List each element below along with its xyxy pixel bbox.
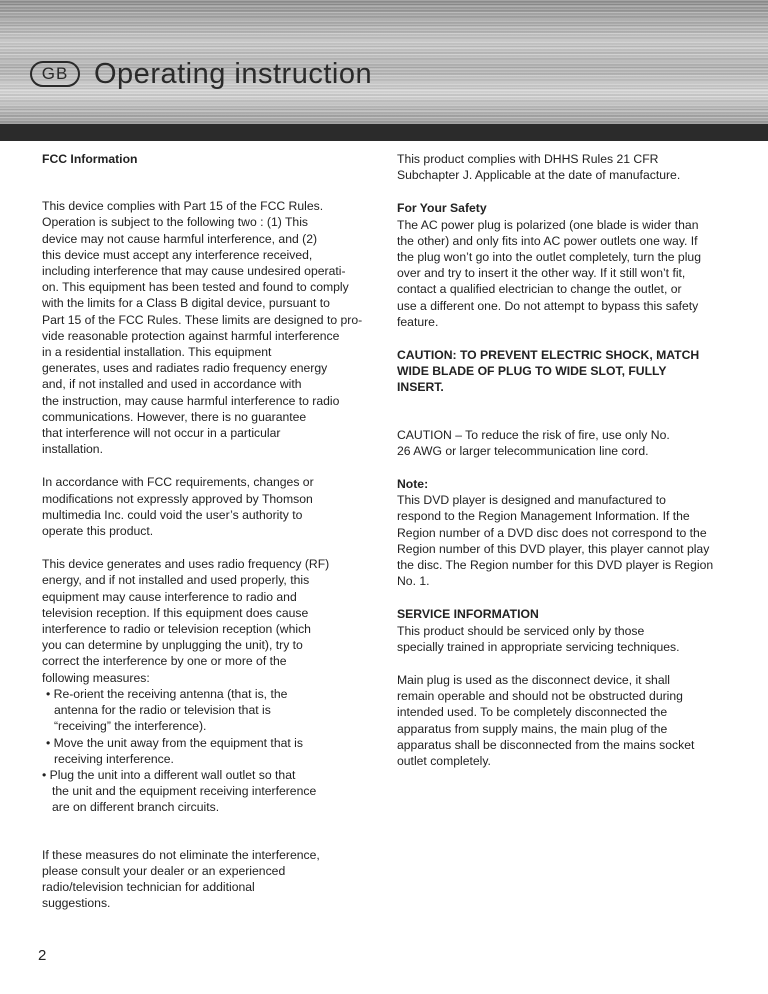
text-line: contact a qualified electrician to change the outlet, or [397,282,682,297]
header-divider-bar [0,124,768,141]
list-item: • Move the unit away from the equipment that is [46,735,303,750]
header-title-row [30,52,372,96]
text-line: multimedia Inc. could void the user’s authority to [42,507,303,522]
text-line: the plug won’t go into the outlet completely, turn the plug [397,250,701,265]
language-badge: GB [30,61,80,87]
text-line: device may not cause harmful interference, and (2) [42,231,318,246]
text-line: over and try to insert it the other way. If it still won’t fit, [397,266,686,281]
text-line: This DVD player is designed and manufactured to [397,493,666,508]
shock-caution [397,347,729,396]
text-line: The AC power plug is polarized (one blade is wider than [397,217,699,232]
text-line: communications. However, there is no guarantee [42,409,307,424]
fcc-heading: FCC Information [42,152,138,166]
text-line: Main plug is used as the disconnect device, it shall [397,673,671,688]
text-line: and, if not installed and used in accordance with [42,377,302,392]
text-line: specially trained in appropriate servicing techniques. [397,639,680,654]
text-line: CAUTION – To reduce the risk of fire, use only No. [397,427,670,442]
fcc-paragraph [42,198,374,457]
measures-list [42,686,374,816]
text-line: following measures: [42,670,150,685]
text-line: This device generates and uses radio frequency (RF) [42,557,330,572]
text-line: correct the interference by one or more of the [42,654,287,669]
text-line: modifications not expressly approved by Thomson [42,491,313,506]
text-line: Operation is subject to the following two : (1) This [42,215,308,230]
modifications-paragraph [42,474,374,539]
text-line: CAUTION: TO PREVENT ELECTRIC SHOCK, MATCH [397,348,700,363]
text-line: INSERT. [397,380,444,395]
text-line: equipment may cause interference to radio and [42,589,297,604]
text-line: you can determine by unplugging the unit), try to [42,638,303,653]
text-line: please consult your dealer or an experienced [42,863,286,878]
text-line: Part 15 of the FCC Rules. These limits are designed to pro- [42,312,363,327]
left-column [42,151,374,911]
text-line: This device complies with Part 15 of the FCC Rules. [42,199,324,214]
text-line: outlet completely. [397,754,491,769]
text-line: interference to radio or television reception (which [42,622,311,637]
text-line: intended used. To be completely disconnected the [397,705,668,720]
note-heading: Note: [397,477,429,492]
text-line: use a different one. Do not attempt to bypass this safety [397,298,699,313]
text-line: on. This equipment has been tested and found to comply [42,280,349,295]
text-line: This product should be serviced only by those [397,623,645,638]
text-line: vide reasonable protection against harmful interference [42,328,340,343]
text-line: the other) and only fits into AC power outlets one way. If [397,233,698,248]
cord-caution [397,427,729,459]
text-line: remain operable and should not be obstructed during [397,689,683,704]
text-line: apparatus shall be disconnected from the mains socket [397,737,695,752]
text-line: Region number of a DVD disc does not correspond to the [397,525,707,540]
text-line: installation. [42,442,103,457]
safety-heading: For Your Safety [397,201,487,216]
text-line: in a residential installation. This equipment [42,345,272,360]
text-line: the instruction, may cause harmful interference to radio [42,393,340,408]
safety-paragraph [397,217,729,330]
list-item: “receiving” the interference). [54,719,207,734]
text-line: Subchapter J. Applicable at the date of manufacture. [397,168,681,183]
service-paragraph [397,623,729,655]
dhhs-paragraph [397,151,729,183]
text-line: energy, and if not installed and used properly, this [42,573,310,588]
text-line: Region number of this DVD player, this player cannot play [397,541,710,556]
page-number: 2 [38,947,47,964]
text-line: generates, uses and radiates radio frequency energy [42,361,328,376]
text-line: suggestions. [42,896,111,911]
text-line: that interference will not occur in a particular [42,426,281,441]
header-banner [0,0,768,124]
text-line: This product complies with DHHS Rules 21 CFR [397,152,659,166]
note-paragraph [397,492,729,589]
list-item: receiving interference. [54,751,174,766]
text-line: with the limits for a Class B digital device, pursuant to [42,296,330,311]
text-line: respond to the Region Management Information. If the [397,509,690,524]
text-line: If these measures do not eliminate the interference, [42,847,320,862]
text-line: WIDE BLADE OF PLUG TO WIDE SLOT, FULLY [397,364,667,379]
disconnect-paragraph [397,672,729,769]
list-item: are on different branch circuits. [52,800,220,815]
right-column [397,151,729,769]
text-line: this device must accept any interference received, [42,247,313,262]
text-line: apparatus from supply mains, the main plug of the [397,721,668,736]
service-heading: SERVICE INFORMATION [397,607,539,622]
text-line: No. 1. [397,574,430,589]
text-line: including interference that may cause undesired operati- [42,264,346,279]
consult-paragraph [42,847,374,912]
list-item: antenna for the radio or television that is [54,703,271,718]
list-item: the unit and the equipment receiving interference [52,784,317,799]
text-line: radio/television technician for additional [42,879,255,894]
text-line: operate this product. [42,524,154,539]
rf-paragraph [42,556,374,686]
list-item: • Plug the unit into a different wall outlet so that [42,767,296,782]
text-line: feature. [397,314,439,329]
page-title: Operating instruction [94,57,373,90]
text-line: In accordance with FCC requirements, changes or [42,475,314,490]
text-line: television reception. If this equipment does cause [42,605,309,620]
text-line: the disc. The Region number for this DVD player is Region [397,558,714,573]
list-item: • Re-orient the receiving antenna (that is, the [46,686,288,701]
text-line: 26 AWG or larger telecommunication line cord. [397,443,649,458]
